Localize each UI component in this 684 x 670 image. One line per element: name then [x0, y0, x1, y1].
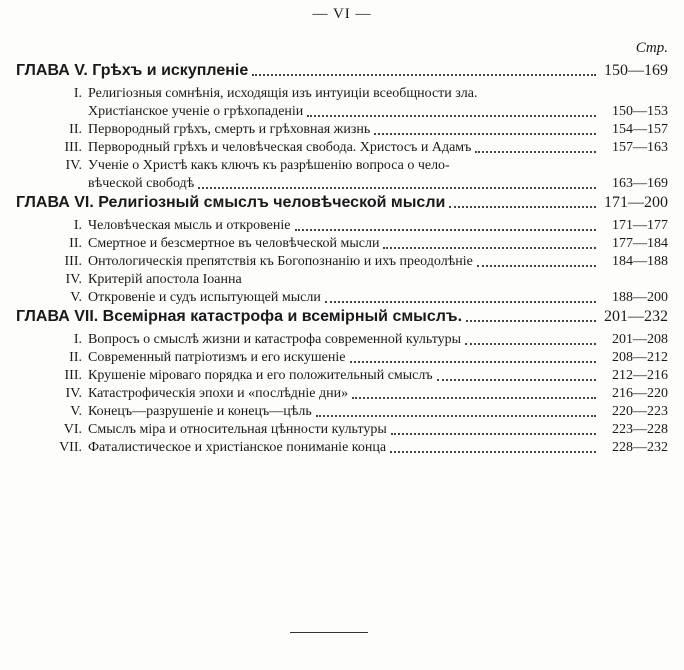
entry-number: III.	[64, 140, 82, 155]
entry-pages: 154—157	[612, 122, 668, 137]
entry-pages: 184—188	[612, 254, 668, 269]
dot-leader	[477, 265, 596, 267]
dot-leader	[383, 247, 596, 249]
entry-pages: 163—169	[612, 176, 668, 191]
entry-pages: 201—208	[612, 332, 668, 347]
entry-text: Религіозныя сомнѣнія, исходящія изъ интуиціи всеобщности зла.	[88, 86, 478, 101]
entry-text: Первородный грѣхъ и человѣческая свобода. Христосъ и Адамъ	[88, 140, 472, 155]
chapter-title: ГЛАВА VI. Религіозный смыслъ человѣческой мысли	[16, 194, 446, 211]
dot-leader	[391, 433, 596, 435]
toc-entry	[52, 254, 668, 270]
dot-leader	[437, 379, 596, 381]
toc-entry	[52, 440, 668, 456]
entry-text: Катастрофическія эпохи и «послѣдніе дни»	[88, 386, 349, 401]
entry-number: III.	[64, 254, 82, 269]
chapter-title: ГЛАВА V. Грѣхъ и искупленіе	[16, 62, 249, 79]
entry-text: Человѣческая мысль и откровеніе	[88, 218, 291, 233]
entry-number: IV.	[65, 272, 82, 287]
chapter-heading	[16, 62, 668, 80]
entry-number: V.	[70, 290, 82, 305]
dot-leader	[350, 361, 597, 363]
entry-number: II.	[69, 122, 82, 137]
dot-leader	[198, 187, 596, 189]
entry-number: I.	[73, 332, 82, 347]
entry-pages: 212—216	[612, 368, 668, 383]
entry-pages: 228—232	[612, 440, 668, 455]
chapter-pages: 150—169	[604, 62, 668, 79]
entry-number: IV.	[65, 386, 82, 401]
dot-leader	[374, 133, 596, 135]
toc-entry	[52, 122, 668, 138]
dot-leader	[252, 74, 596, 76]
toc-entry	[52, 86, 668, 102]
entry-pages: 157—163	[612, 140, 668, 155]
entry-pages: 177—184	[612, 236, 668, 251]
entry-pages: 188—200	[612, 290, 668, 305]
entry-text: вѣческой свободѣ	[88, 176, 195, 191]
entry-pages: 223—228	[612, 422, 668, 437]
dot-leader	[465, 343, 596, 345]
divider	[290, 632, 368, 633]
entry-text: Крушеніе міроваго порядка и его положительный смыслъ	[88, 368, 433, 383]
dot-leader	[449, 206, 596, 208]
entry-text: Ученіе о Христѣ какъ ключъ къ разрѣшенію вопроса о чело-	[88, 158, 450, 173]
toc-entry	[52, 404, 668, 420]
entry-number: II.	[69, 350, 82, 365]
chapter-heading	[16, 308, 668, 326]
dot-leader	[295, 229, 597, 231]
dot-leader	[475, 151, 596, 153]
chapter-heading	[16, 194, 668, 212]
entry-number: V.	[70, 404, 82, 419]
entry-pages: 208—212	[612, 350, 668, 365]
toc-entry	[52, 158, 668, 174]
dot-leader	[390, 451, 596, 453]
dot-leader	[466, 320, 596, 322]
toc-entry	[52, 368, 668, 384]
dot-leader	[307, 115, 596, 117]
entry-text: Смыслъ міра и относительная цѣнности культуры	[88, 422, 387, 437]
chapter-title: ГЛАВА VII. Всемірная катастрофа и всемірный смыслъ.	[16, 308, 463, 325]
entry-text: Смертное и безсмертное въ человѣческой мысли	[88, 236, 380, 251]
entry-text: Христіанское ученіе о грѣхопаденіи	[88, 104, 304, 119]
toc-entry	[52, 272, 668, 288]
entry-pages: 220—223	[612, 404, 668, 419]
entry-text: Вопросъ о смыслѣ жизни и катастрофа современной культуры	[88, 332, 462, 347]
entry-number: IV.	[65, 158, 82, 173]
entry-number: I.	[73, 86, 82, 101]
entry-pages: 216—220	[612, 386, 668, 401]
entry-text: Откровеніе и судъ испытующей мысли	[88, 290, 321, 305]
dot-leader	[325, 301, 596, 303]
entry-number: I.	[73, 218, 82, 233]
entry-number: VI.	[63, 422, 82, 437]
entry-text: Первородный грѣхъ, смерть и грѣховная жизнь	[88, 122, 371, 137]
toc-entry	[52, 422, 668, 438]
entry-text: Конецъ—разрушеніе и конецъ—цѣль	[88, 404, 312, 419]
toc-entry	[52, 332, 668, 348]
toc-entry	[52, 386, 668, 402]
entry-number: III.	[64, 368, 82, 383]
entry-pages: 171—177	[612, 218, 668, 233]
entry-text: Фаталистическое и христіанское пониманіе конца	[88, 440, 387, 455]
entry-number: II.	[69, 236, 82, 251]
chapter-pages: 171—200	[604, 194, 668, 211]
dot-leader	[316, 415, 596, 417]
chapter-pages: 201—232	[604, 308, 668, 325]
toc-entry	[52, 218, 668, 234]
entry-text: Современный патріотизмъ и его искушеніе	[88, 350, 346, 365]
toc-entry	[52, 290, 668, 306]
toc-entry	[52, 104, 668, 120]
page-number: — VI —	[312, 6, 372, 22]
toc-entry	[52, 350, 668, 366]
entry-number: VII.	[59, 440, 82, 455]
entry-text: Критерій апостола Іоанна	[88, 272, 242, 287]
pages-column-label: Стр.	[635, 40, 668, 56]
entry-text: Онтологическія препятствія къ Богопознанію и ихъ преодолѣніе	[88, 254, 473, 269]
toc-entry	[52, 140, 668, 156]
toc-entry	[52, 236, 668, 252]
toc-entry	[52, 176, 668, 192]
entry-pages: 150—153	[612, 104, 668, 119]
dot-leader	[352, 397, 596, 399]
